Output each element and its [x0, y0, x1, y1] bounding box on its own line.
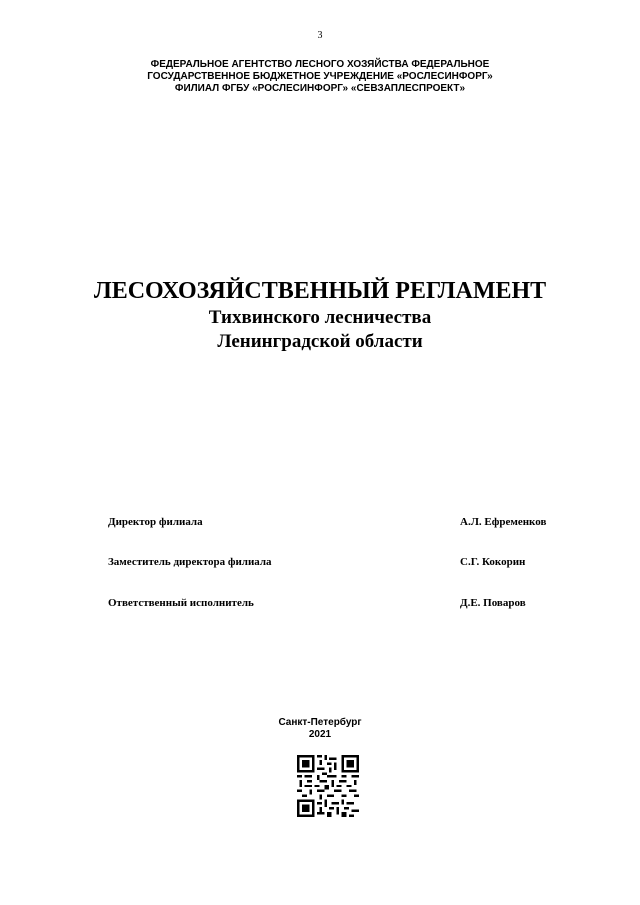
organization-line-2: ГОСУДАРСТВЕННОЕ БЮДЖЕТНОЕ УЧРЕЖДЕНИЕ «РОСЛЕСИНФОРГ» — [147, 71, 493, 82]
signatory-role: Ответственный исполнитель — [108, 597, 254, 609]
qr-code-icon — [297, 755, 359, 817]
document-title — [0, 276, 640, 354]
signatory-name: С.Г. Кокорин — [460, 556, 526, 568]
title-region: Ленинградской области — [217, 331, 423, 352]
title-main: ЛЕСОХОЗЯЙСТВЕННЫЙ РЕГЛАМЕНТ — [93, 278, 547, 304]
footer-year: 2021 — [308, 729, 332, 740]
footer — [0, 717, 640, 741]
organization-line-1: ФЕДЕРАЛЬНОЕ АГЕНТСТВО ЛЕСНОГО ХОЗЯЙСТВА ФЕДЕРАЛЬНОЕ — [150, 59, 490, 70]
organization-header — [0, 59, 640, 95]
signatory-name: Д.Е. Поваров — [460, 597, 526, 609]
organization-line-3: ФИЛИАЛ ФГБУ «РОСЛЕСИНФОРГ» «СЕВЗАПЛЕСПРОЕКТ» — [174, 83, 466, 94]
signatory-role: Директор филиала — [108, 516, 203, 528]
page-number: 3 — [317, 30, 323, 41]
signatory-role: Заместитель директора филиала — [108, 556, 272, 568]
signatory-name: А.Л. Ефременков — [460, 516, 547, 528]
footer-city: Санкт-Петербург — [278, 717, 362, 728]
title-forestry: Тихвинского лесничества — [208, 307, 432, 328]
